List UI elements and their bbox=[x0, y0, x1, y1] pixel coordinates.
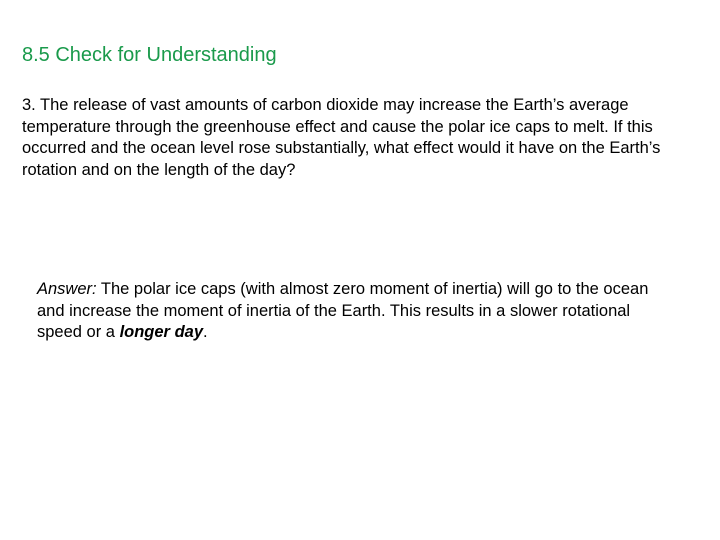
answer-label: Answer: bbox=[37, 280, 97, 298]
answer-end: . bbox=[203, 323, 208, 341]
answer-text: The polar ice caps (with almost zero moment of inertia) will go to the ocean and increase the moment of inertia of the Earth. This results in a slower rotational speed or a bbox=[37, 280, 649, 341]
answer-emphasis: longer day bbox=[119, 323, 203, 341]
answer-paragraph bbox=[37, 279, 677, 344]
question-text: 3. The release of vast amounts of carbon dioxide may increase the Earth’s average temperature through the greenhouse effect and cause the polar ice caps to melt. If this occurred and the ocean level rose substantially, what effect would it have on the Earth’s rotation and on the length of the day? bbox=[22, 96, 661, 179]
slide-title: 8.5 Check for Understanding bbox=[22, 44, 277, 66]
